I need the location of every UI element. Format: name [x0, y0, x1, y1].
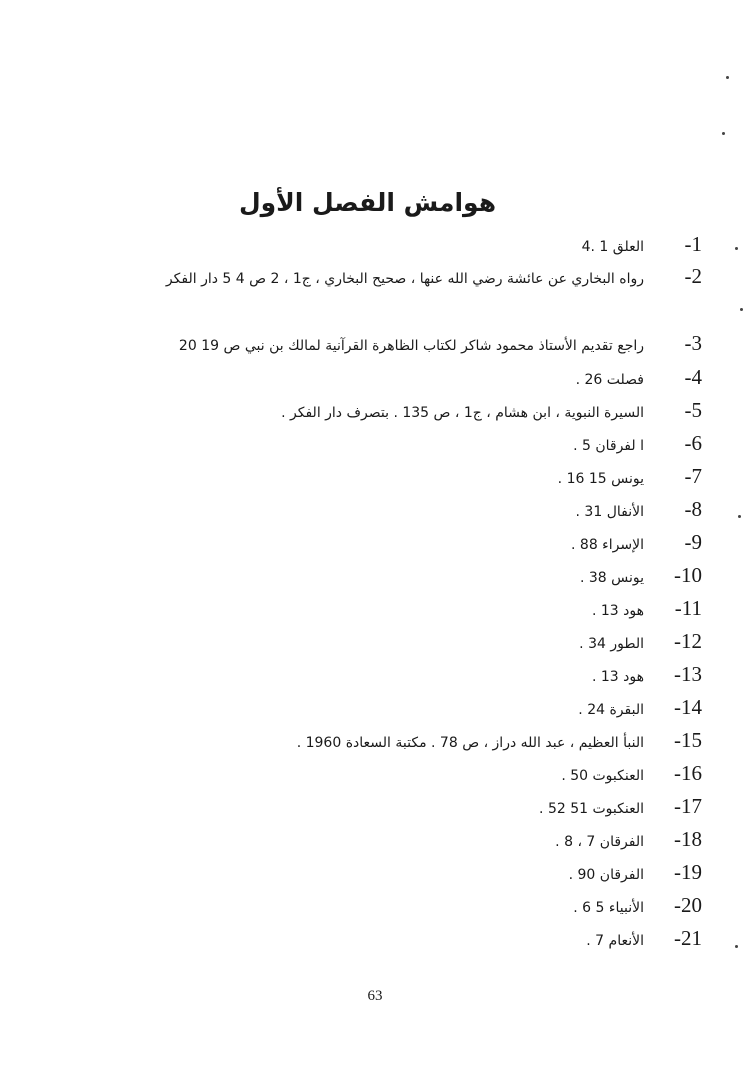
footnote-text: ا لفرقان 5 .	[573, 438, 644, 454]
footnote-number: 21-	[674, 926, 702, 950]
page-title: هوامش الفصل الأول	[238, 188, 497, 217]
footnote-number: 20-	[674, 893, 702, 917]
footnote-number: 7-	[684, 464, 702, 488]
footnote-text: الأنبياء 5 6 .	[573, 900, 644, 916]
footnote-21	[586, 923, 702, 953]
footnote-14	[578, 692, 702, 722]
footnote-text: فصلت 26 .	[575, 372, 644, 388]
footnote-text: الإسراء 88 .	[571, 537, 644, 553]
footnote-20	[573, 890, 702, 920]
footnote-number: 8-	[684, 497, 702, 521]
scan-speck	[726, 76, 729, 79]
scan-speck	[722, 132, 725, 135]
footnote-6	[573, 428, 702, 458]
footnote-text: الأنعام 7 .	[586, 933, 644, 949]
footnote-12	[579, 626, 702, 656]
footnote-text: الطور 34 .	[579, 636, 644, 652]
footnote-1	[582, 229, 702, 259]
footnote-text: العنكبوت 51 52 .	[539, 801, 644, 817]
footnote-9	[571, 527, 702, 557]
footnote-number: 18-	[674, 827, 702, 851]
footnote-number: 6-	[684, 431, 702, 455]
footnote-number: 11-	[674, 596, 702, 620]
footnote-4	[576, 362, 702, 392]
footnote-number: 5-	[684, 398, 702, 422]
footnote-number: 15-	[674, 728, 702, 752]
footnote-number: 12-	[674, 629, 702, 653]
footnote-text: راجع تقديم الأستاذ محمود شاكر لكتاب الظاهرة القرآنية لمالك بن نبي ص 19 20	[178, 338, 644, 354]
footnote-7	[558, 461, 702, 491]
footnote-number: 4-	[684, 365, 702, 389]
scan-speck	[740, 308, 743, 311]
footnote-text: رواه البخاري عن عائشة رضي الله عنها ، صحيح البخاري ، ج1 ، 2 ص 4 5 دار الفكر	[165, 271, 644, 287]
footnote-text: هود 13 .	[591, 603, 644, 619]
footnote-text: يونس 38 .	[579, 570, 644, 586]
footnote-text: النبأ العظيم ، عبد الله دراز ، ص 78 . مكتبة السعادة 1960 .	[296, 735, 644, 751]
footnote-number: 14-	[674, 695, 702, 719]
footnote-17	[539, 791, 702, 821]
footnote-number: 13-	[674, 662, 702, 686]
scan-speck	[735, 945, 738, 948]
footnote-10	[580, 560, 702, 590]
footnote-text: الفرقان 90 .	[568, 867, 644, 883]
footnote-number: 9-	[684, 530, 702, 554]
footnote-18	[555, 824, 702, 854]
footnote-number: 19-	[674, 860, 702, 884]
footnote-text: الفرقان 7 ، 8 .	[555, 834, 644, 850]
footnote-number: 1-	[684, 232, 702, 256]
footnote-3	[179, 328, 702, 358]
footnote-number: 17-	[674, 794, 702, 818]
scan-speck	[738, 515, 741, 518]
footnote-text: السيرة النبوية ، ابن هشام ، ج1 ، ص 135 . بتصرف دار الفكر .	[281, 405, 644, 421]
footnote-text: العنكبوت 50 .	[561, 768, 644, 784]
footnote-8	[576, 494, 702, 524]
footnote-19	[569, 857, 702, 887]
footnote-number: 2-	[684, 264, 702, 288]
footnote-text: الأنفال 31 .	[575, 504, 644, 520]
page-number: 63	[367, 988, 383, 1004]
footnote-5	[281, 395, 702, 425]
footnote-text: البقرة 24 .	[578, 702, 644, 718]
footnote-text: العلق 1 .4	[581, 239, 644, 255]
scan-speck	[735, 247, 738, 250]
footnote-text: يونس 15 16 .	[557, 471, 644, 487]
footnote-number: 16-	[674, 761, 702, 785]
footnote-text: هود 13 .	[591, 669, 644, 685]
footnote-16	[561, 758, 702, 788]
footnote-number: 3-	[684, 331, 702, 355]
footnote-2	[52, 262, 702, 293]
footnote-13	[592, 659, 702, 689]
footnote-11	[592, 593, 702, 623]
footnote-number: 10-	[674, 563, 702, 587]
footnote-15	[297, 725, 702, 755]
